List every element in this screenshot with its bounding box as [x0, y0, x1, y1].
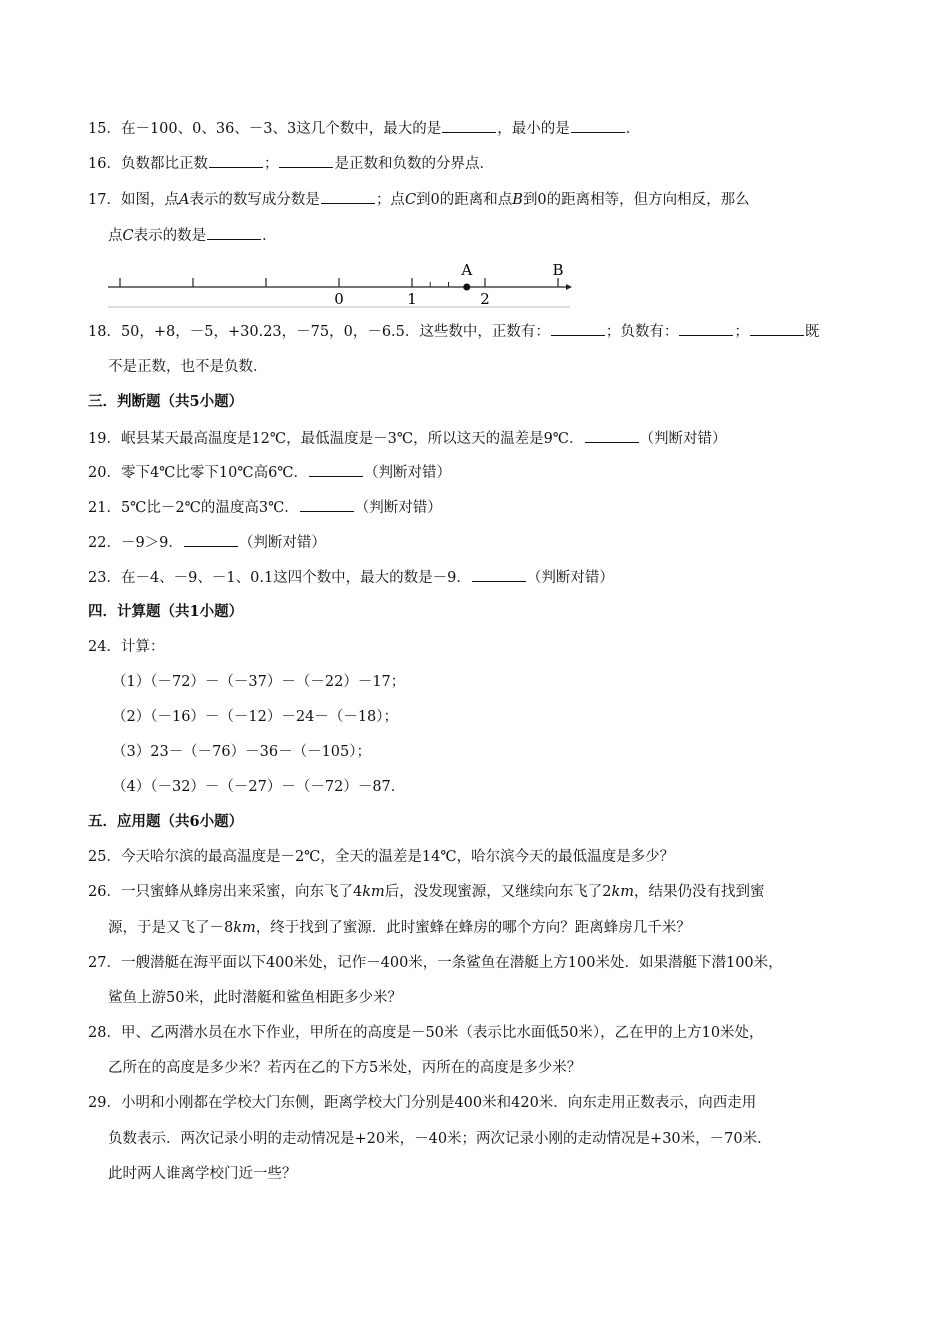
text: 点 — [108, 228, 123, 244]
text: ；点 — [375, 192, 405, 208]
question-line — [88, 153, 494, 174]
point-label: A — [461, 261, 473, 279]
text: 15．在－100、0、36、－3、3这几个数中，最大的是 — [88, 121, 442, 137]
question-line — [88, 1023, 764, 1043]
question-line — [88, 462, 451, 483]
answer-blank[interactable] — [184, 532, 238, 547]
axis-arrow-icon — [566, 284, 572, 290]
answer-blank[interactable] — [585, 428, 639, 443]
text: 五．应用题（共6小题） — [88, 813, 244, 830]
italic-symbol: C — [122, 228, 134, 244]
text: 既 — [804, 324, 820, 340]
text: 到0的距离和点 — [416, 192, 513, 208]
section-heading — [88, 392, 243, 412]
text: 表示的数写成分数是 — [189, 192, 320, 208]
answer-blank[interactable] — [207, 225, 261, 240]
question-line — [88, 882, 765, 902]
question-line — [88, 637, 164, 657]
tick-label: 2 — [480, 290, 490, 308]
text: 是正数和负数的分界点． — [334, 156, 494, 172]
question-line — [88, 953, 783, 973]
italic-symbol: km — [362, 884, 385, 900]
italic-symbol: C — [404, 192, 417, 208]
question-line — [88, 1093, 756, 1113]
text: 源，于是又飞了－8 — [108, 920, 234, 936]
text: 后，没发现蜜源，又继续向东飞了2 — [384, 884, 612, 900]
point-label: B — [552, 261, 564, 279]
answer-blank[interactable] — [551, 321, 605, 336]
answer-blank[interactable] — [279, 153, 333, 168]
answer-blank[interactable] — [750, 321, 804, 336]
text: （4）（－32）－（－27）－（－72）－87． — [112, 779, 406, 795]
text: 此时两人谁离学校门近一些？ — [108, 1166, 297, 1182]
answer-blank[interactable] — [571, 118, 625, 133]
text: ． — [262, 228, 277, 244]
question-line — [108, 357, 268, 377]
question-line — [108, 1058, 581, 1078]
text: （判断对错） — [364, 465, 452, 481]
answer-blank[interactable] — [209, 153, 263, 168]
question-line — [88, 532, 326, 553]
text: 表示的数是 — [133, 228, 207, 244]
text: ； — [734, 324, 749, 340]
question-line — [88, 847, 674, 867]
answer-blank[interactable] — [472, 567, 526, 582]
question-line — [88, 567, 614, 588]
text: ，最小的是 — [497, 121, 570, 137]
question-line — [88, 189, 750, 210]
text: 不是正数，也不是负数． — [108, 359, 268, 375]
point-dot — [463, 284, 470, 291]
text: 20．零下4℃比零下10℃高6℃． — [88, 465, 309, 481]
text: 17．如图，点 — [88, 192, 179, 208]
question-line — [108, 1129, 772, 1149]
text: 鲨鱼上游50米，此时潜艇和鲨鱼相距多少米？ — [108, 990, 402, 1006]
text: 16．负数都比正数 — [88, 156, 208, 172]
text: ，结果仍没有找到蜜 — [634, 884, 765, 900]
tick-label: 1 — [407, 290, 417, 308]
question-line — [112, 742, 371, 762]
question-line — [108, 225, 277, 246]
text: （判断对错） — [354, 500, 442, 516]
section-heading — [88, 602, 243, 622]
text: 18．50，+8，－5，+30.23，－75，0，－6.5．这些数中，正数有： — [88, 324, 550, 340]
question-line — [88, 321, 819, 342]
text: 29．小明和小刚都在学校大门东侧，距离学校大门分别是400米和420米．向东走用正数表示，向西走用 — [88, 1095, 757, 1111]
italic-symbol: km — [233, 920, 256, 936]
text: 24．计算： — [88, 639, 165, 655]
question-line — [108, 918, 691, 938]
text: 22．－9＞9． — [88, 535, 183, 551]
question-line — [88, 428, 727, 449]
text: 23．在－4、－9、－1、0.1这四个数中，最大的数是－9． — [88, 570, 471, 586]
text: ；负数有： — [605, 324, 679, 340]
text: （判断对错） — [639, 431, 727, 447]
answer-blank[interactable] — [309, 462, 363, 477]
text: （3）23－（－76）－36－（－105）； — [112, 744, 372, 760]
italic-symbol: km — [611, 884, 635, 900]
answer-blank[interactable] — [321, 189, 375, 204]
section-heading — [88, 812, 243, 832]
question-line — [112, 707, 398, 727]
question-line — [88, 497, 442, 518]
text: （2）（－16）－（－12）－24－（－18）； — [112, 709, 399, 725]
question-line — [108, 988, 402, 1008]
text: （判断对错） — [238, 535, 326, 551]
text: 到0的距离相等，但方向相反，那么 — [522, 192, 750, 208]
text: 26．一只蜜蜂从蜂房出来采蜜，向东飞了4 — [88, 884, 363, 900]
text: （1）（－72）－（－37）－（－22）－17； — [112, 674, 406, 690]
italic-symbol: A — [178, 192, 190, 208]
text: ． — [625, 121, 641, 137]
text: （判断对错） — [526, 570, 614, 586]
question-line — [112, 672, 405, 692]
number-line-figure — [100, 255, 580, 310]
text: 21．5℃比－2℃的温度高3℃． — [88, 500, 299, 516]
text: 乙所在的高度是多少米？若丙在乙的下方5米处，丙所在的高度是多少米？ — [108, 1060, 582, 1076]
text: ，终于找到了蜜源．此时蜜蜂在蜂房的哪个方向？距离蜂房几千米？ — [255, 920, 691, 936]
question-line — [112, 777, 405, 797]
text: 负数表示．两次记录小明的走动情况是+20米，－40米；两次记录小刚的走动情况是+30米，－70米． — [108, 1131, 772, 1147]
text: 28．甲、乙两潜水员在水下作业，甲所在的高度是－50米（表示比水面低50米），乙在甲的上方10米处， — [88, 1025, 764, 1041]
answer-blank[interactable] — [442, 118, 496, 133]
tick-label: 0 — [334, 290, 344, 308]
text: 25．今天哈尔滨的最高温度是－2℃，全天的温差是14℃，哈尔滨今天的最低温度是多少？ — [88, 849, 675, 865]
question-line — [108, 1164, 297, 1184]
text: 四．计算题（共1小题） — [88, 603, 244, 620]
text: 27．一艘潜艇在海平面以下400米处，记作－400米，一条鲨鱼在潜艇上方100米处．如果潜艇下潜100米， — [88, 955, 783, 971]
italic-symbol: B — [512, 192, 523, 208]
question-line — [88, 118, 640, 139]
text: 三．判断题（共5小题） — [88, 393, 244, 410]
answer-blank[interactable] — [300, 497, 354, 512]
text: 19．岷县某天最高温度是12℃，最低温度是－3℃，所以这天的温差是9℃． — [88, 431, 584, 447]
text: ； — [263, 156, 279, 172]
answer-blank[interactable] — [679, 321, 733, 336]
